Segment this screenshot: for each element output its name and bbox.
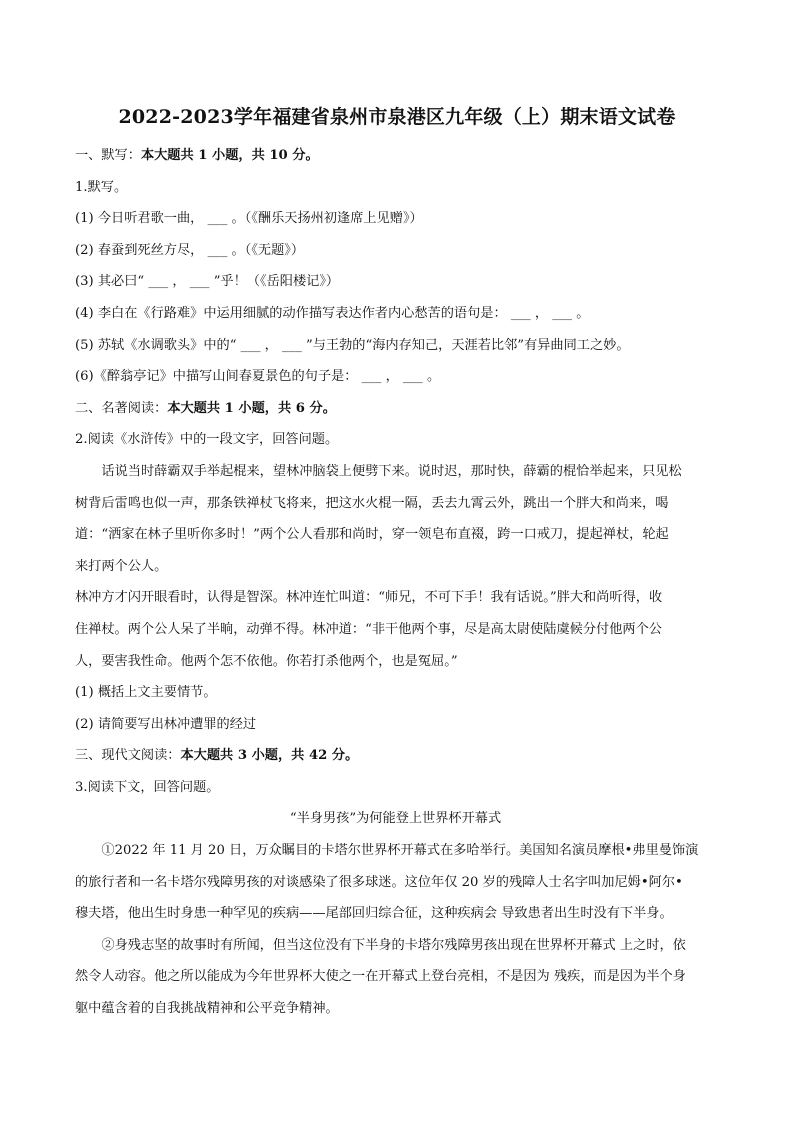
question-item: (5) 苏轼《水调歌头》中的“ ___ ， ___ ”与王勃的“海内存知己，天涯若比邻”有异曲同工之妙。 — [75, 337, 630, 353]
passage-line: 树背后雷鸣也似一声，那条铁禅杖飞将来，把这水火棍一隔，丢去九霄云外，跳出一个胖大和尚来，喝 — [75, 495, 669, 511]
section-heading-1 — [75, 140, 716, 172]
section-heading-3 — [75, 740, 716, 772]
section-prefix: 一、默写： — [75, 148, 141, 163]
section-desc: 本大题共 3 小题，共 42 分。 — [180, 748, 359, 764]
article-line: 穆夫塔，他出生时身患一种罕见的疾病——尾部回归综合征，这种疾病会 导致患者出生时没有下半身。 — [75, 906, 673, 922]
section-desc: 本大题共 1 小题，共 10 分。 — [140, 148, 319, 163]
question-label: 3.阅读下文，回答问题。 — [75, 779, 220, 795]
question-label: 2.阅读《水浒传》中的一段文字，回答问题。 — [75, 432, 339, 448]
article-line: 然令人动容。他之所以能成为今年世界杯大使之一在开幕式上登台亮相，不是因为 残疾，而是因为半个身 — [75, 969, 686, 985]
sub-question: (2) 请简要写出林冲遭罪的经过 — [75, 716, 257, 732]
question-item: (1) 今日听君歌一曲， ___ 。（《酬乐天扬州初逢席上见赠》） — [75, 211, 423, 227]
question-item: (4) 李白在《行路难》中运用细腻的动作描写表达作者内心愁苦的语句是： ___ ， ___ 。 — [75, 305, 590, 321]
passage-line: 话说当时薛霸双手举起棍来，望林冲脑袋上便劈下来。说时迟，那时快，薛霸的棍恰举起来，只见松 — [101, 463, 682, 479]
article-line: ②身残志坚的故事时有所闻，但当这位没有下半身的卡塔尔残障男孩出现在世界杯开幕式 上之时，依 — [101, 937, 686, 953]
passage-line: 住禅杖。两个公人呆了半晌，动弹不得。林冲道：“非干他两个事，尽是高太尉使陆虞候分付他两个公 — [75, 621, 662, 637]
question-item: (2) 春蚕到死丝方尽， ___ 。（《无题》） — [75, 242, 305, 258]
section-prefix: 三、现代文阅读： — [75, 748, 181, 764]
question-item: (3) 其必曰“ ___ ， ___ ”乎！（《岳阳楼记》） — [75, 274, 340, 290]
article-line: 躯中蕴含着的自我挑战精神和公平竞争精神。 — [75, 1001, 339, 1017]
passage-line: 人，要害我性命。他两个怎不依他。你若打杀他两个，也是冤屈。” — [75, 653, 458, 669]
passage-line: 林冲方才闪开眼看时，认得是智深。林冲连忙叫道：“师兄，不可下手！我有话说。”胖大和尚听得，收 — [75, 590, 663, 606]
article-line: 的旅行者和一名卡塔尔残障男孩的对谈感染了很多球迷。这位年仅 20 岁的残障人士名字叫加尼姆•阿尔• — [75, 874, 683, 890]
passage-line: 道：“洒家在林子里听你多时！”两个公人看那和尚时，穿一领皂布直裰，跨一口戒刀，提起禅杖，轮起 — [75, 527, 669, 543]
question-item: (6)《醉翁亭记》中描写山间春夏景色的句子是： ___ ， ___ 。 — [75, 369, 441, 385]
passage-line: 来打两个公人。 — [75, 558, 168, 574]
article-title: “半身男孩”为何能登上世界杯开幕式 — [289, 811, 502, 827]
section-desc: 本大题共 1 小题，共 6 分。 — [167, 400, 336, 416]
question-label: 1.默写。 — [75, 179, 128, 195]
document-content — [75, 140, 716, 1025]
section-prefix: 二、名著阅读： — [75, 400, 168, 416]
section-heading-2 — [75, 393, 716, 425]
page-title: 2022-2023学年福建省泉州市泉港区九年级（上）期末语文试卷 — [118, 106, 676, 128]
sub-question: (1) 概括上文主要情节。 — [75, 685, 217, 701]
article-line: ①2022 年 11 月 20 日，万众瞩目的卡塔尔世界杯开幕式在多哈举行。美国知名演员摩根•弗里曼饰演 — [101, 843, 699, 859]
